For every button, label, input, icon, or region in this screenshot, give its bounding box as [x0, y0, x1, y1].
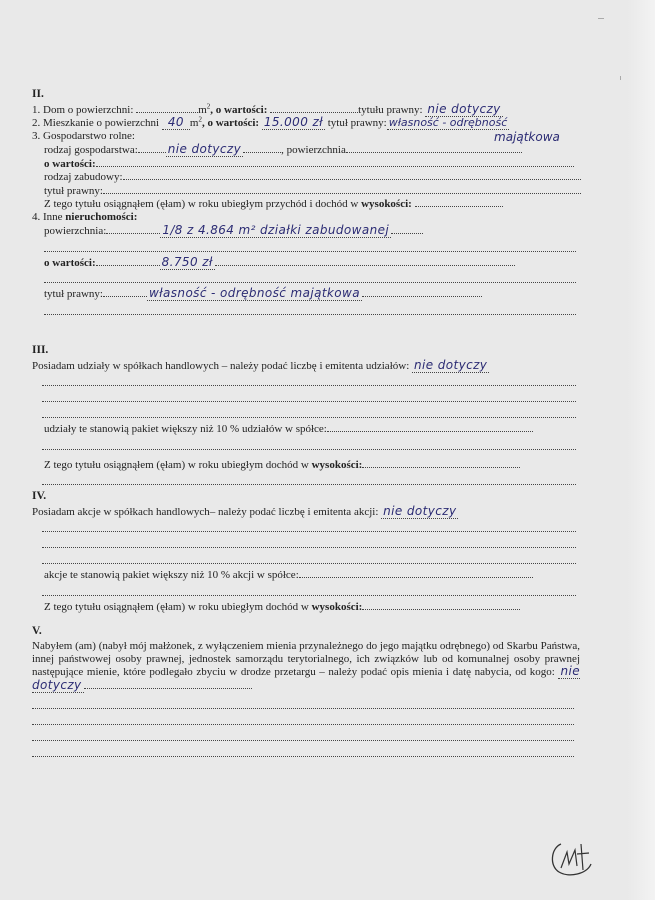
section-5-heading: V.: [32, 625, 42, 637]
dotted-line: [42, 471, 576, 485]
dotted-field: [327, 422, 533, 432]
apartment-area-handwritten: 40: [162, 115, 190, 130]
section-3-heading: III.: [32, 344, 49, 356]
dotted-line: [32, 695, 574, 709]
other-area-handwritten: 1/8 z 4.864 m² działki zabudowanej: [162, 223, 390, 238]
dotted-line: [42, 582, 576, 596]
signature-initials: [547, 838, 597, 878]
house-title-handwritten: nie dotyczy: [427, 101, 501, 116]
dotted-field: [362, 287, 482, 297]
other-area-label: powierzchnia:: [44, 225, 107, 238]
dotted-field: [215, 256, 515, 266]
shares-label: Posiadam udziały w spółkach handlowych – należy podać liczbę i emitenta udziałów:: [32, 359, 410, 372]
farm-area-label: , powierzchnia: [281, 144, 346, 157]
shares-row: [32, 359, 602, 373]
section-4-heading: IV.: [32, 490, 47, 502]
dotted-line: [42, 518, 576, 532]
dotted-field: [243, 143, 281, 153]
scan-mark: [598, 18, 604, 19]
house-area-field: [136, 103, 198, 113]
apartment-label: 2. Mieszkanie o powierzchni: [32, 117, 160, 130]
shares-income-label-bold: wysokości:: [311, 458, 363, 471]
other-property-label: 4. Inne: [32, 210, 66, 223]
shares-income-label: Z tego tytułu osiągnąłem (ęłam) w roku ubiegłym dochód w: [44, 458, 312, 471]
section-5: [32, 625, 602, 759]
farm-income-row: [32, 197, 602, 211]
unit-label: m: [198, 103, 207, 116]
section-3: [32, 344, 602, 487]
farm-income-field: [415, 197, 503, 207]
acquisition-text: Nabyłem (am) (nabył mój małżonek, z wyłączeniem mienia przynależnego do jego majątku odrębnego) od Skarbu Państwa, innej państwowej osoby prawnej, jednostek samorządu terytorialnego, ich związków lub od komunalnej osoby prawnej następujące mienie, które podlegało zbyciu w drodze przetargu – należy podać opis mienia i datę nabycia, od kogo:: [32, 639, 580, 679]
other-title-handwritten: własność - odrębność majątkowa: [148, 286, 360, 301]
dotted-line: [42, 550, 576, 564]
house-value-field: [270, 103, 358, 113]
dotted-field: [138, 143, 166, 153]
other-value-label: o wartości:: [44, 256, 96, 269]
stocks-package-row: [32, 568, 602, 582]
farm-value-field: [96, 157, 574, 167]
dotted-field: [96, 256, 160, 266]
dotted-field: [103, 287, 147, 297]
dotted-line: [42, 534, 576, 548]
apartment-value-label: , o wartości:: [201, 117, 260, 130]
house-value-label: , o wartości:: [210, 103, 268, 116]
stocks-handwritten: nie dotyczy: [383, 503, 457, 518]
farm-buildings-row: [32, 170, 602, 184]
stocks-income-label-bold: wysokości:: [311, 600, 363, 613]
stocks-income-label: Z tego tytułu osiągnąłem (ęłam) w roku ubiegłym dochód w: [44, 600, 312, 613]
farm-type-row: [32, 143, 602, 157]
farm-income-label-bold: wysokości:: [361, 198, 412, 211]
dotted-line: [44, 269, 576, 283]
unit-label: m: [189, 117, 199, 130]
dotted-field: [391, 224, 423, 234]
shares-package-row: [32, 422, 602, 436]
acquisition-paragraph: [32, 640, 580, 693]
other-value-row: [32, 256, 602, 270]
farm-title-label: tytuł prawny:: [44, 184, 103, 197]
farm-area-field: [346, 143, 522, 153]
farm-label: 3. Gospodarstwo rolne:: [32, 129, 135, 142]
dotted-line: [42, 404, 576, 418]
dotted-line: [42, 388, 576, 402]
apartment-title-label: tytuł prawny:: [327, 117, 387, 130]
dotted-field: [362, 458, 520, 468]
section-2-heading: II.: [32, 88, 44, 100]
section-4: [32, 490, 602, 613]
stocks-label: Posiadam akcje w spółkach handlowych– należy podać liczbę i emitenta akcji:: [32, 505, 379, 518]
farm-buildings-field: [123, 170, 581, 180]
dotted-line: [44, 301, 576, 315]
stocks-income-row: [32, 600, 602, 614]
item-apartment: [32, 116, 602, 130]
apartment-title-handwritten: własność - odrębność: [388, 116, 508, 130]
dotted-line: [42, 372, 576, 386]
item-farm: [32, 130, 602, 144]
dotted-line: [42, 436, 576, 450]
farm-title-field: [103, 184, 581, 194]
other-property-label-bold: nieruchomości:: [65, 210, 138, 223]
dotted-field: [362, 600, 520, 610]
other-area-row: [32, 224, 602, 238]
apartment-title-continued-handwritten: majątkowa: [494, 129, 560, 144]
unit-sup: 2: [198, 115, 202, 124]
dotted-field: [84, 679, 252, 689]
dotted-line: [32, 727, 574, 741]
dotted-field: [299, 568, 533, 578]
stocks-row: [32, 505, 602, 519]
shares-income-row: [32, 458, 602, 472]
apartment-value-handwritten: 15.000 zł: [263, 115, 323, 130]
scan-mark: [620, 76, 621, 80]
farm-type-handwritten: nie dotyczy: [167, 142, 242, 157]
unit-sup: 2: [206, 102, 211, 111]
other-value-handwritten: 8.750 zł: [161, 254, 213, 269]
section-2: [32, 88, 602, 317]
shares-package-label: udziały te stanowią pakiet większy niż 10 % udziałów w spółce:: [44, 423, 327, 436]
house-title-label: tytułu prawny:: [358, 103, 423, 116]
dotted-line: [32, 743, 574, 757]
other-title-label: tytuł prawny:: [44, 288, 103, 301]
farm-type-label: rodzaj gospodarstwa:: [44, 144, 138, 157]
house-label: 1. Dom o powierzchni:: [32, 103, 134, 116]
dotted-line: [32, 711, 574, 725]
farm-income-label: Z tego tytułu osiągnąłem (ęłam) w roku ubiegłym przychód i dochód w: [44, 198, 362, 211]
farm-buildings-label: rodzaj zabudowy:: [44, 171, 123, 184]
acquisition-handwritten: nie dotyczy: [32, 664, 580, 692]
farm-value-row: [32, 157, 602, 171]
dotted-field: [106, 224, 160, 234]
dotted-line: [44, 238, 576, 252]
farm-value-label: o wartości:: [44, 157, 96, 170]
farm-title-row: [32, 184, 602, 198]
item-house: [32, 103, 602, 117]
shares-handwritten: nie dotyczy: [414, 357, 488, 372]
stocks-package-label: akcje te stanowią pakiet większy niż 10 % akcji w spółce:: [44, 569, 299, 582]
item-other-property: [32, 211, 602, 225]
other-title-row: [32, 287, 602, 301]
